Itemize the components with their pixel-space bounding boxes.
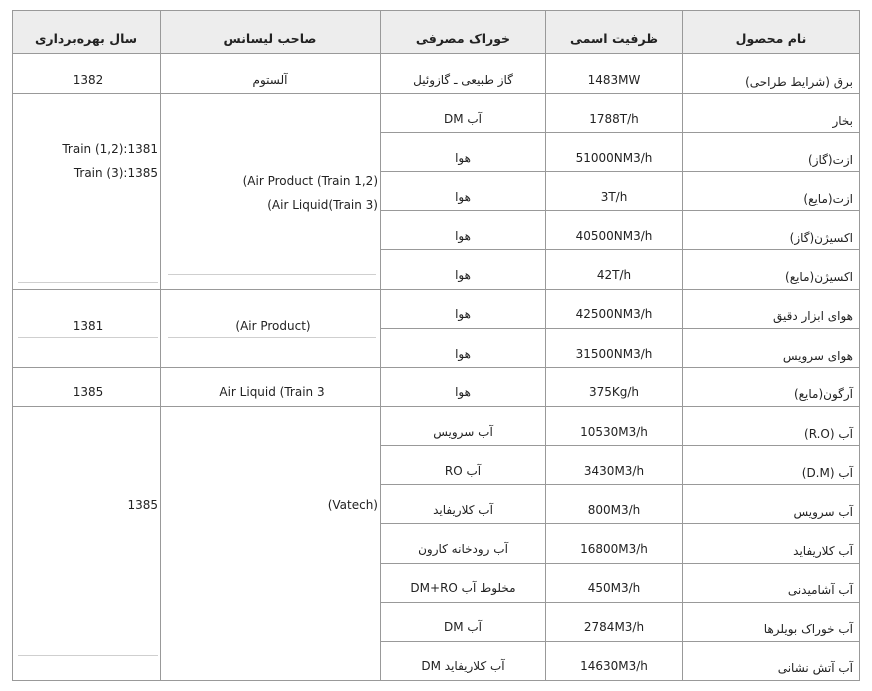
capacity-cell: 1788T/h bbox=[589, 112, 639, 126]
header-capacity: ظرفیت اسمی bbox=[569, 31, 659, 46]
capacity-cell: 375Kg/h bbox=[588, 385, 640, 399]
feed-cell: گاز طبیعی ـ گازوئیل bbox=[413, 73, 513, 87]
capacity-cell: 31500NM3/h bbox=[575, 347, 653, 361]
product-cell: آب (D.M) bbox=[801, 466, 853, 480]
year-cell: Train (1,2):1381 bbox=[62, 142, 158, 156]
capacity-cell: 14630M3/h bbox=[580, 659, 648, 673]
feed-cell: هوا bbox=[455, 151, 471, 165]
capacity-cell: 51000NM3/h bbox=[575, 151, 653, 165]
capacity-cell: 3T/h bbox=[600, 190, 628, 204]
product-cell: اکسیژن(گاز) bbox=[789, 231, 853, 245]
feed-cell: هوا bbox=[455, 190, 471, 204]
licensor-cell: (Vatech) bbox=[327, 498, 378, 512]
capacity-cell: 42500NM3/h bbox=[575, 307, 653, 321]
product-cell: برق (شرایط طراحی) bbox=[745, 75, 853, 89]
product-cell: آب خوراک بویلرها bbox=[763, 622, 853, 636]
capacity-cell: 42T/h bbox=[596, 268, 632, 282]
capacity-cell: 16800M3/h bbox=[580, 542, 648, 556]
year-cell: 1381 bbox=[72, 319, 104, 333]
product-cell: آب (R.O) bbox=[804, 427, 853, 441]
product-cell: آب آتش نشانی bbox=[777, 661, 853, 675]
licensor-cell: (Air Liquid(Train 3) bbox=[267, 198, 378, 212]
feed-cell: مخلوط آب DM+RO bbox=[410, 581, 516, 595]
product-cell: آرگون(مایع) bbox=[793, 387, 853, 401]
licensor-cell: (Air Product (Train 1,2) bbox=[242, 174, 378, 188]
feed-cell: هوا bbox=[455, 307, 471, 321]
header-year: سال بهره‌برداری bbox=[34, 31, 138, 46]
capacity-cell: 2784M3/h bbox=[583, 620, 645, 634]
product-cell: بخار bbox=[832, 114, 853, 128]
product-cell: آب آشامیدنی bbox=[787, 583, 853, 597]
header-licensor: صاحب لیسانس bbox=[223, 31, 317, 46]
capacity-cell: 3430M3/h bbox=[583, 464, 645, 478]
product-cell: آب سرویس bbox=[793, 505, 853, 519]
capacity-cell: 800M3/h bbox=[587, 503, 641, 517]
product-cell: هوای سرویس bbox=[782, 349, 853, 363]
product-cell: آب کلاریفاید bbox=[793, 544, 853, 558]
licensor-cell: Air Liquid (Train 3 bbox=[219, 385, 325, 399]
product-cell: اکسیژن(مایع) bbox=[785, 270, 853, 284]
capacity-cell: 10530M3/h bbox=[580, 425, 648, 439]
year-cell: 1382 bbox=[72, 73, 104, 87]
product-cell: ازت(گاز) bbox=[808, 153, 853, 167]
feed-cell: هوا bbox=[455, 229, 471, 243]
feed-cell: آب کلاریفاید DM bbox=[421, 659, 505, 673]
product-cell: ازت(مایع) bbox=[803, 192, 853, 206]
year-cell: 1385 bbox=[127, 498, 158, 512]
capacity-cell: 1483MW bbox=[587, 73, 641, 87]
year-cell: 1385 bbox=[72, 385, 104, 399]
header-product: نام محصول bbox=[735, 31, 807, 46]
licensor-cell: (Air Product) bbox=[235, 319, 311, 333]
feed-cell: هوا bbox=[455, 385, 471, 399]
capacity-cell: 40500NM3/h bbox=[575, 229, 653, 243]
feed-cell: آب DM bbox=[443, 620, 483, 634]
capacity-cell: 450M3/h bbox=[587, 581, 641, 595]
header-feed: خوراک مصرفی bbox=[415, 31, 511, 46]
feed-cell: آب کلاریفاید bbox=[433, 503, 493, 517]
feed-cell: آب سرویس bbox=[433, 425, 493, 439]
year-cell: Train (3):1385 bbox=[73, 166, 158, 180]
feed-cell: آب RO bbox=[444, 464, 482, 478]
feed-cell: آب رودخانه کارون bbox=[418, 542, 508, 556]
feed-cell: هوا bbox=[455, 268, 471, 282]
feed-cell: هوا bbox=[455, 347, 471, 361]
licensor-cell: آلستوم bbox=[252, 73, 288, 87]
feed-cell: آب DM bbox=[443, 112, 483, 126]
product-cell: هوای ابزار دقیق bbox=[772, 309, 853, 323]
